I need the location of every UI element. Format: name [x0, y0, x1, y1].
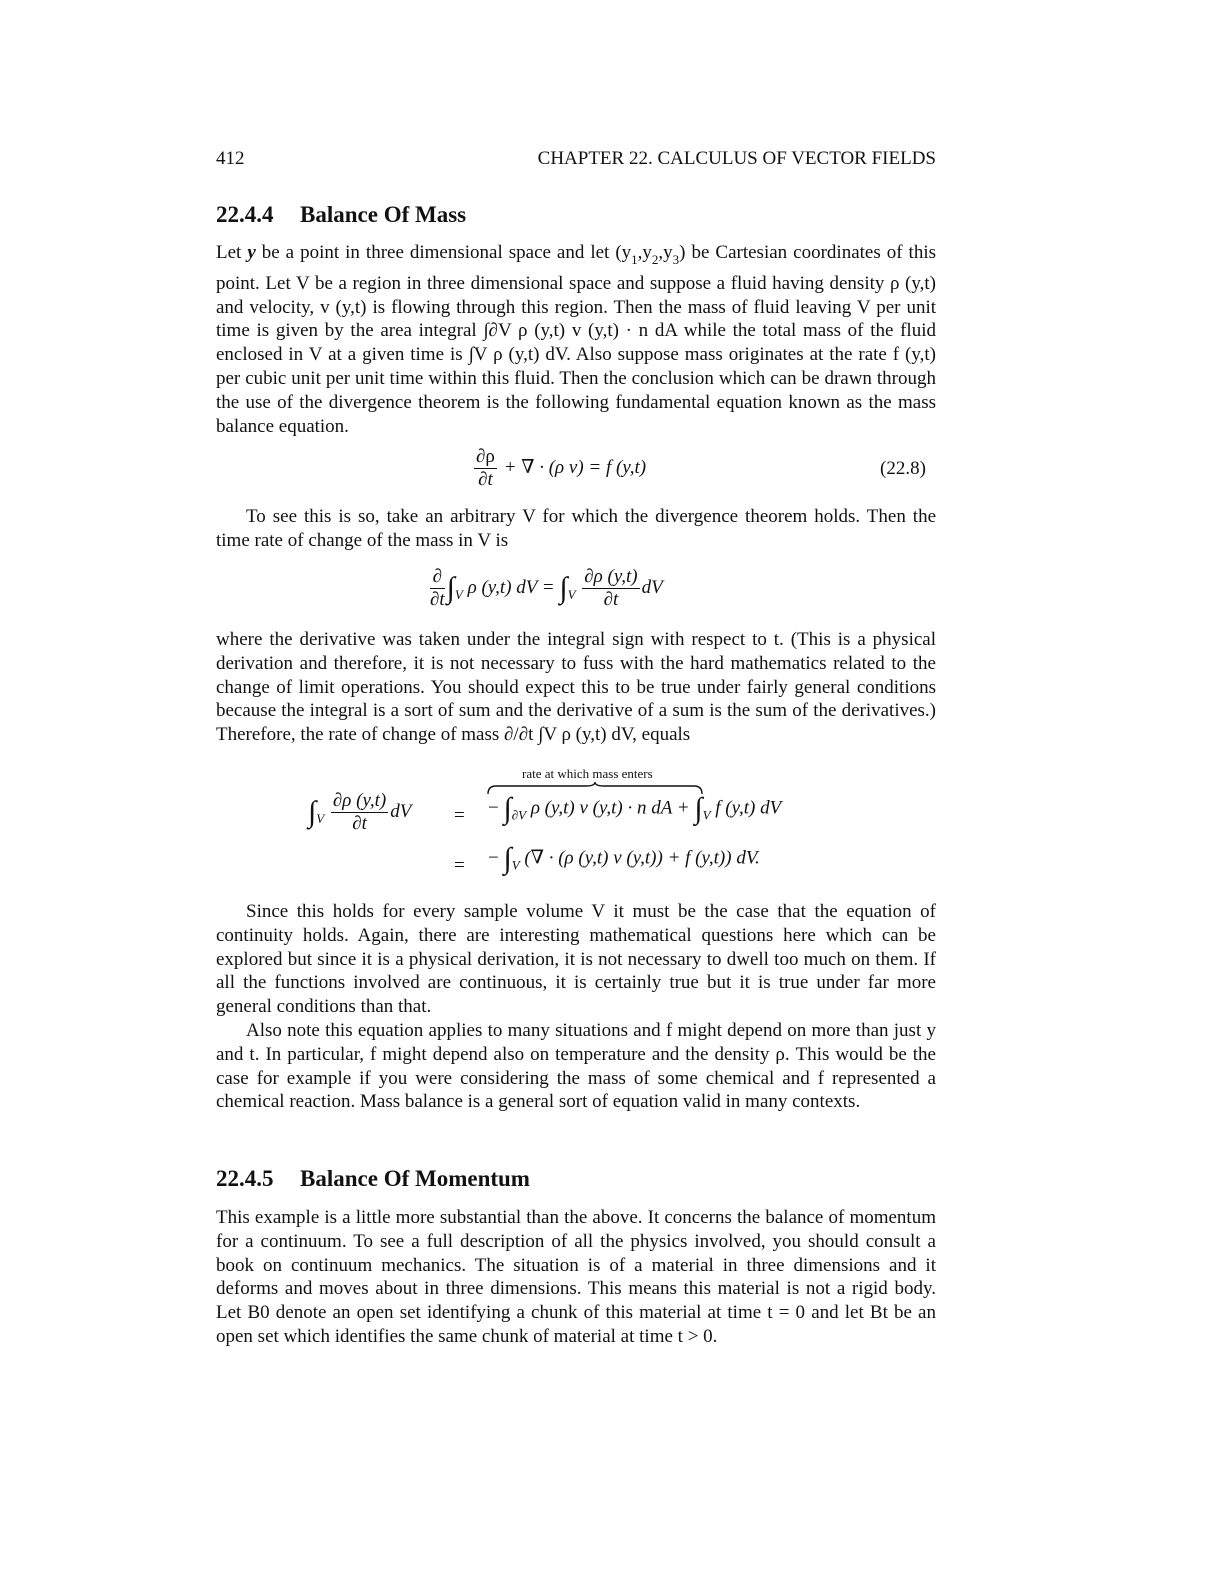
- fraction: $\frac{\partial\rho (y,t)}{\partial t}$: [584, 566, 638, 610]
- equals-sign: =: [454, 805, 465, 826]
- section-heading-balance-of-mass: [216, 202, 466, 228]
- paragraph-derivation: where the derivative was taken under the integral sign with respect to t. (This is a physical derivation and therefore, it is not necessary to fuss with the hard mathematics related to the change of limit operations. You should expect this to be true under fairly general conditions because the integral is a sort of sum and the derivative of a sum is the sum of the derivatives.) Therefore, the rate of change of mass ∂/∂t ∫V ρ (y,t) dV, equals: [216, 629, 936, 746]
- paragraph-intro: Let y be a point in three dimensional space and let $(y_1,y_2,y_3)$ be Cartesian coordinates of this point. Let V be a region in three dimensional space and suppose a fluid having density ρ (y,t) and velocity, v (y,t) is flowing through this region. Then the mass of fluid leaving V per unit time is given by the area integral ∫∂V ρ (y,t) v (y,t) · n dA while the total mass of the fluid enclosed in V at a given time is ∫V ρ (y,t) dV. Also suppose mass originates at the rate f (y,t) per cubic unit per unit time within this fluid. Then the conclusion which can be drawn through the use of the divergence theorem is the following fundamental equation known as the mass balance equation.: [216, 242, 936, 437]
- paragraph-applications: Also note this equation applies to many situations and f might depend on more than just y and t. In particular, f might depend also on temperature and the density ρ. This would be the case for example if you were considering the mass of some chemical and f represented a chemical reaction. Mass balance is a general sort of equation valid in many contexts.: [216, 1020, 936, 1113]
- integral-sign: ∫: [446, 571, 455, 605]
- section-number: 22.4.5: [216, 1166, 274, 1191]
- equation-label: (22.8): [880, 458, 926, 479]
- equation-array-line1: $\int_V$ $\frac{\partial\rho (y,t)}{\partial t}$ dV: [308, 790, 412, 834]
- equation-derivative-integral: $\frac{\partial}{\partial t}$ $\int_V$ ρ (y,t) dV = $\int_V$ $\frac{\partial\rho (y,t)}{\partial t}$ dV: [430, 566, 663, 610]
- equation-array-line2: − $\int_V$ (∇ · (ρ (y,t) v (y,t)) + f (y,t)) dV.: [488, 842, 760, 875]
- brace-label: rate at which mass enters: [522, 766, 653, 781]
- text-run: be a point in three dimensional space and let (y: [255, 242, 632, 263]
- section-heading-balance-of-momentum: [216, 1166, 530, 1192]
- paragraph-continuity: Since this holds for every sample volume V it must be the case that the equation of continuity holds. Again, there are interesting mathematical questions here which can be explored but since it is a physical derivation, it is not necessary to dwell too much on them. If all the functions involved are continuous, it is certainly true but it is true under far more general conditions than that.: [216, 901, 936, 1018]
- section-title: Balance Of Mass: [300, 202, 467, 227]
- text-run: Let: [216, 242, 248, 263]
- section-title: Balance Of Momentum: [300, 1166, 530, 1191]
- integral-sign: ∫: [559, 571, 568, 605]
- chapter-title: CHAPTER 22. CALCULUS OF VECTOR FIELDS: [537, 148, 936, 169]
- text-run: be Cartesian coordinates of this point. Let V be a region in three dimensional space and suppose a fluid having density ρ (y,t) and velocity, v (y,t) is flowing through this region. Then the mass of fluid leaving V per unit time is given by the area integral ∫∂V ρ (y,t) v (y,t) · n dA while the total mass of the fluid enclosed in V at a given time is ∫V ρ (y,t) dV. Also suppose mass originates at the rate f (y,t) per cubic unit per unit time within this fluid. Then the conclusion which can be drawn through the use of the divergence theorem is the following fundamental equation known as the mass balance equation.: [216, 242, 936, 437]
- fraction: $\frac{\partial\rho}{\partial t}$: [476, 446, 495, 490]
- equation-end: dV: [641, 576, 663, 598]
- page-number: 412: [216, 148, 245, 169]
- section-number: 22.4.4: [216, 202, 274, 227]
- fraction: $\frac{\partial}{\partial t}$: [430, 566, 445, 610]
- equals-sign: =: [454, 855, 465, 876]
- running-head: [216, 148, 936, 170]
- equation-middle: ρ (y,t) dV =: [467, 576, 555, 598]
- paragraph-momentum-intro: This example is a little more substantial than the above. It concerns the balance of momentum for a continuum. To see a full description of all the physics involved, you should consult a book on continuum mechanics. The situation is of a material in three dimensions and it deforms and moves about in three dimensions. This means this material is not a rigid body. Let B0 denote an open set identifying a chunk of this material at time t = 0 and let Bt be an open set which identifies the same chunk of material at time t > 0.: [216, 1207, 936, 1347]
- equation-mass-balance: [472, 446, 646, 491]
- math-y: y: [247, 242, 256, 263]
- equation-rest: + ∇ · (ρ v) = f (y,t): [498, 456, 647, 478]
- paragraph-time-rate: To see this is so, take an arbitrary V for which the divergence theorem holds. Then the time rate of change of the mass in V is: [216, 506, 936, 551]
- equation-array-line1-right: − $\int_{\partial V}$ ρ (y,t) v (y,t) · n dA + $\int_V$ f (y,t) dV: [488, 792, 782, 825]
